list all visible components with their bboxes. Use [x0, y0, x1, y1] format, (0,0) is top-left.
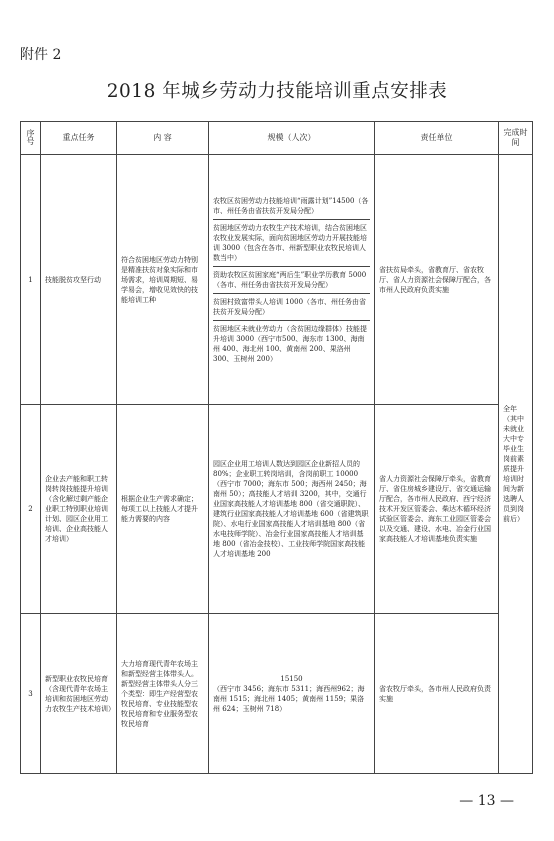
header-index: 序号 [21, 122, 41, 155]
training-plan-table [20, 121, 533, 774]
row-unit: 省扶贫局牵头，省教育厅、省农牧厅、省人力资源社会保障厅配合，各市州人民政府负责实施 [375, 155, 499, 405]
row-index: 2 [21, 405, 41, 614]
scale-detail: （西宁市 3456；海东市 5311；海西州962；海南州 1515；海北州 1405；黄南州 1159；果洛州 624；玉树州 718） [213, 684, 365, 713]
appendix-label: 附件 2 [20, 47, 62, 63]
table-row [21, 405, 533, 614]
row-index: 1 [21, 155, 41, 405]
row-unit: 省人力资源社会保障厅牵头，省教育厅、省住房城乡建设厅、省交通运输厅配合，各市州人民政府、西宁经济技术开发区管委会、柴达木循环经济试验区管委会、海东工业园区管委会以及交通、建设、水电、冶金行业国家高技能人才培训基地负责实施 [375, 405, 499, 614]
page-number: — 13 — [459, 793, 514, 809]
row-content: 根据企业生产需求确定；每项工以上技能人才提升能力需要的内容 [117, 405, 209, 614]
row-task: 企业去产能和职工转岗转岗技能提升培训（含化解过剩产能企业职工特别职业培训计划、园区企业用工培训、企业高技能人才培训） [41, 405, 117, 614]
row-scale [209, 155, 375, 405]
page-title: 2018 年城乡劳动力技能培训重点安排表 [106, 81, 448, 102]
header-content: 内 容 [117, 122, 209, 155]
table-row [21, 155, 533, 405]
header-scale: 规模（人次） [209, 122, 375, 155]
row-content: 大力培育现代青年农场主和新型经营主体带头人。新型经营主体带头人分三个类型：即生产经营型农牧民培育、专业技能型农牧民培育和专业服务型农牧民培育 [117, 614, 209, 774]
header-task: 重点任务 [41, 122, 117, 155]
deadline-cell: 全年（其中未就业大中专毕业生岗前素质提升培训时间为新选聘人员到岗前后） [499, 155, 533, 774]
scale-item: 资助农牧区贫困家庭“两后生”职业学历教育 5000（各市、州任务由省扶贫开发局分配） [213, 267, 370, 294]
row-scale: 园区企业用工培训人数达到园区企业新招人员的 80%；企业职工转岗培训，含岗前职工 10000（西宁市 7000；海东市 500；海西州 2450；海南州 50）；高技能人才培训 3200，其中，交通行业国家高技能人才培训基地 800（省交通职院）、建筑行业国家高技能人才培训基地 600（省建筑职院）、水电行业国家高技能人才培训基地 800（省水电技师学院）、冶金行业国家高技能人才培训基地 800（省冶金技校）、工业技师学院国家高技能人才培训基地 200 [209, 405, 375, 614]
header-deadline: 完成时间 [499, 122, 533, 155]
row-index: 3 [21, 614, 41, 774]
scale-item: 农牧区贫困劳动力技能培训“雨露计划”14500（各市、州任务由省扶贫开发局分配） [213, 193, 370, 220]
header-unit: 责任单位 [375, 122, 499, 155]
scale-total: 15150 [280, 674, 303, 683]
scale-item: 贫困地区未就业劳动力（含贫困边缘群体）技能提升培训 3000（西宁市500、海东市 1300、海南州 400、海北州 100、黄南州 200、果洛州 300、玉树州 200） [213, 324, 367, 363]
table-header-row [21, 122, 533, 155]
row-content: 符合贫困地区劳动力特别是精准扶贫对象实际和市场需求，培训周期短、易学易会，增收见效快的技能培训工种 [117, 155, 209, 405]
table-row [21, 614, 533, 774]
row-task: 技能脱贫攻坚行动 [41, 155, 117, 405]
row-task: 新型职业农牧民培育（含现代青年农场主培训和贫困地区劳动力农牧生产技术培训） [41, 614, 117, 774]
row-unit: 省农牧厅牵头，各市州人民政府负责实施 [375, 614, 499, 774]
scale-item: 贫困地区劳动力农牧生产技术培训，结合贫困地区农牧业发展实际，面向贫困地区劳动力开展技能培训 3000（包含在各市、州新型职业农牧民培训人数当中） [213, 220, 370, 267]
row-scale [209, 614, 375, 774]
scale-item: 贫困村致富带头人培训 1000（各市、州任务由省扶贫开发局分配） [213, 294, 370, 321]
